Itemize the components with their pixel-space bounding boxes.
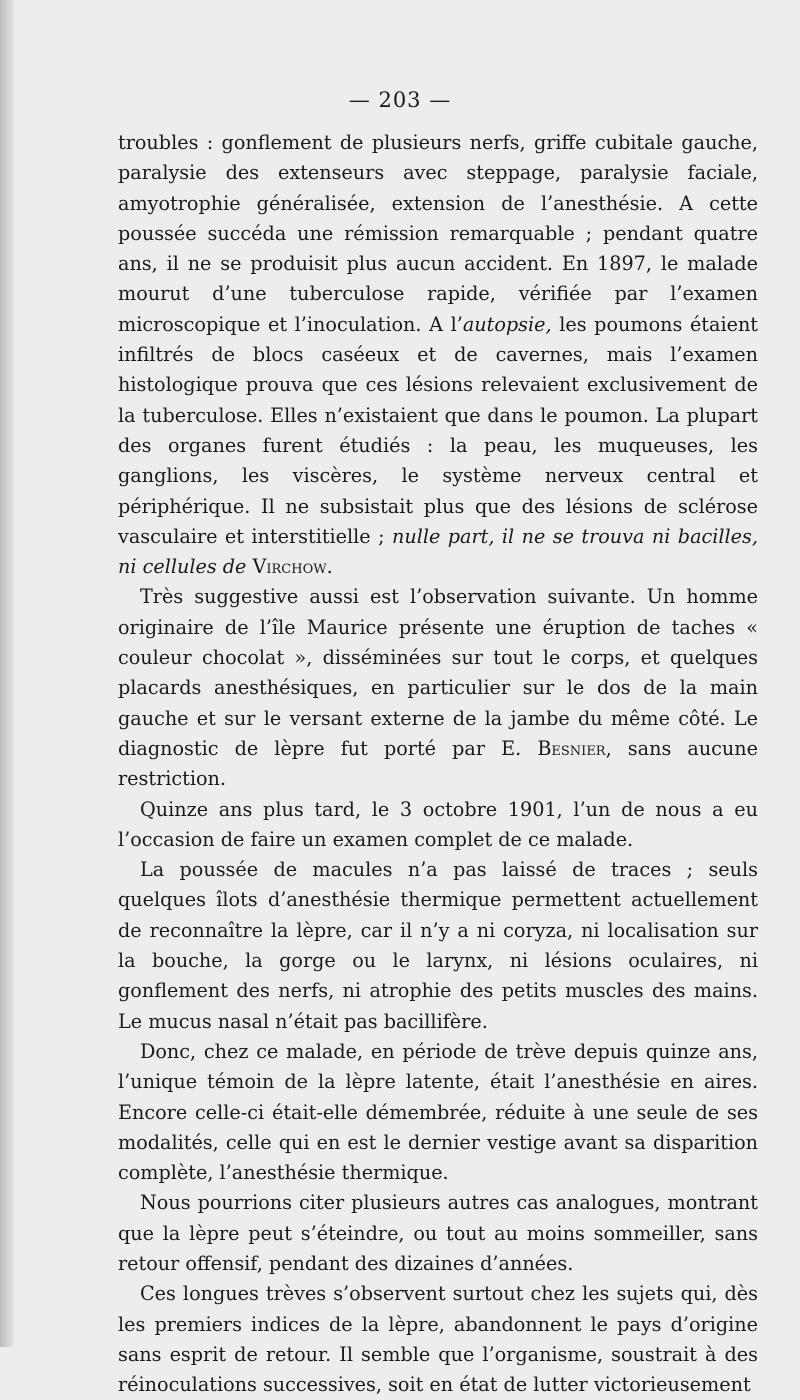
paragraph-5: Donc, chez ce malade, en période de trève depuis quinze ans, l’unique témoin de la lèpre latente, était l’anesthésie en aires. Encore celle-ci était-elle démembrée, réduite à une seule de ses modalités, celle qui en est le dernier vestige avant sa disparition complète, l’anesthésie thermique.: [118, 1039, 758, 1185]
paragraph-1: [118, 128, 758, 582]
p2-besnier: Besnier: [537, 736, 606, 760]
paragraph-7: Ces longues trèves s’observent surtout chez les sujets qui, dès les premiers indices de la lèpre, abandonnent le pays d’origine sans esprit de retour. Il semble que l’organisme, soustrait à des réinoculations successives, soit en état de lutter victorieusement: [118, 1282, 758, 1397]
page-edge: [0, 0, 14, 1347]
paragraph-3: Quinze ans plus tard, le 3 octobre 1901, l’un de nous a eu l’occasion de faire un examen complet de ce malade.: [118, 797, 758, 851]
paragraph-6: Nous pourrions citer plusieurs autres cas analogues, montrant que la lèpre peut s’éteindre, ou tout au moins sommeiller, sans retour offensif, pendant des dizaines d’années.: [118, 1191, 758, 1275]
p1-virchow: Virchow: [252, 555, 327, 579]
page-number: — 203 —: [348, 88, 452, 112]
p1-text-a: troubles : gonflement de plusieurs nerfs, griffe cubitale gauche, paralysie des extenseurs avec steppage, paralysie faciale, amyotrophie généralisée, extension de l’anesthésie. A cette poussée succéda une rémission remarquable ; pendant quatre ans, il ne se produisit plus aucun accident. En 1897, le malade mourut d’une tuberculose rapide, vérifiée par l’examen microscopique et l’inoculation. A l’: [118, 131, 758, 336]
p1-text-f: .: [326, 555, 333, 579]
p2-text-c: , sans aucune restriction.: [118, 736, 758, 791]
body-text: [118, 128, 758, 1400]
p1-text-c: les poumons étaient infiltrés de blocs caséeux et de cavernes, mais l’examen histologique prouva que ces lésions relevaient exclusivement de la tuberculose. Elles n’existaient que dans le poumon. La plupart des organes furent étudiés : la peau, les muqueuses, les ganglions, les viscères, le système nerveux central et périphérique. Il ne subsistait plus que des lésions de sclérose vasculaire et interstitielle ;: [118, 312, 759, 548]
paragraph-2: [118, 582, 758, 794]
paragraph-4: La poussée de macules n’a pas laissé de traces ; seuls quelques îlots d’anesthésie thermique permettent actuellement de reconnaître la lèpre, car il n’y a ni coryza, ni localisation sur la bouche, la gorge ou le larynx, ni lésions oculaires, ni gonflement des nerfs, ni atrophie des petits muscles des mains. Le mucus nasal n’était pas bacillifère.: [118, 858, 758, 1033]
p1-autopsie: autopsie,: [462, 312, 552, 336]
p1-italic-phrase: nulle part, il ne se trouva ni bacilles, ni cellules de: [118, 524, 758, 579]
p2-text-a: Très suggestive aussi est l’observation suivante. Un homme originaire de l’île Maurice présente une éruption de taches « couleur chocolat », disséminées sur tout le corps, et quelques placards anesthésiques, en particulier sur le dos de la main gauche et sur le versant externe de la jambe du même côté. Le diagnostic de lèpre fut porté par E.: [118, 585, 758, 760]
